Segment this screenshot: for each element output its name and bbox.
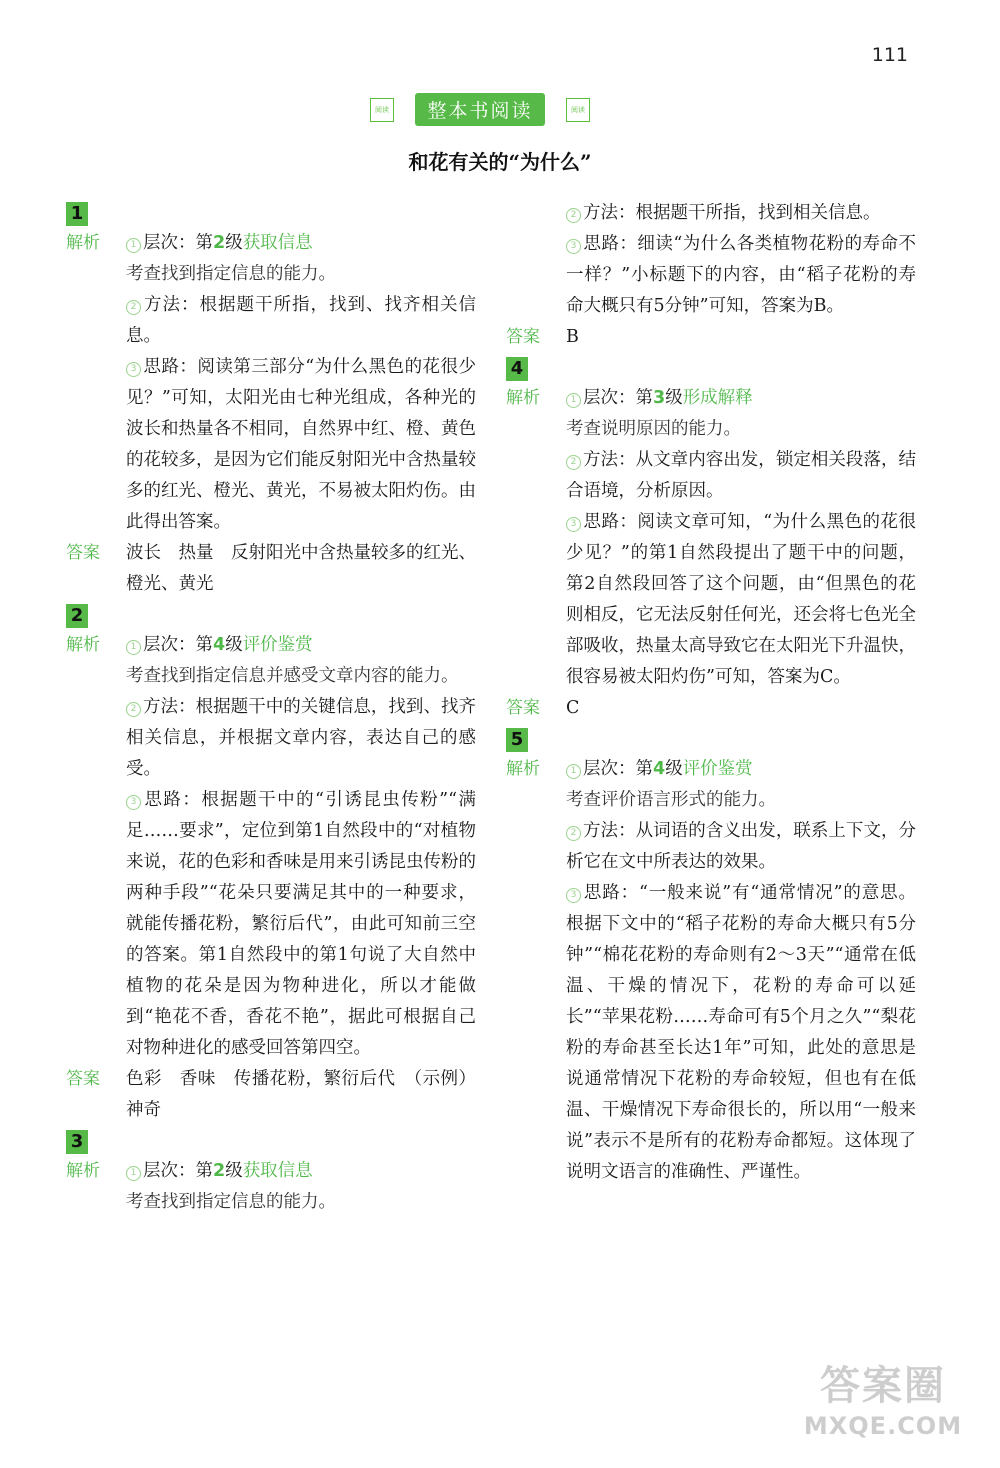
q3-thinking: [566, 229, 916, 322]
thinking-text: 根据题干中的“引诱昆虫传粉”“满足……要求”，定位到第1自然段中的“对植物来说，花的色彩和香味是用来引诱昆虫传粉的两种手段”“花朵只要满足其中的一种要求，就能传播花粉，繁衍后代”，由此可知前三空的答案。第1自然段中的第1句说了大自然中植物的花朵是因为物种进化，所以才能做到“艳花不香，香花不艳”，据此可根据自己对物种进化的感受回答第四空。: [126, 790, 476, 1058]
q3-description: 考查找到指定信息的能力。: [126, 1192, 336, 1212]
q3-analysis-continued: [506, 198, 916, 322]
q3-answer: [506, 322, 916, 353]
skill-name: 形成解释: [682, 388, 753, 408]
q4-answer-text: C: [566, 698, 580, 718]
analysis-label: 解析: [66, 635, 100, 655]
watermark-url: MXQE.COM: [803, 1412, 963, 1440]
q1-analysis: [66, 228, 476, 538]
q3-answer-text: B: [566, 327, 579, 347]
level-key: 层次：: [143, 635, 196, 655]
skill-name: 评价鉴赏: [242, 635, 313, 655]
question-number-2: 2: [66, 604, 88, 628]
thinking-circle-icon: 3: [126, 795, 141, 810]
answer-label: 答案: [66, 1069, 100, 1089]
answer-label: 答案: [66, 543, 100, 563]
method-text: 根据题干中的关键信息，找到、找齐相关信息，并根据文章内容，表达自己的感受。: [126, 697, 477, 779]
question-number-5: 5: [506, 728, 528, 752]
q2-method: [126, 692, 476, 785]
level-circle-icon: 1: [566, 764, 581, 779]
level-key: 层次：: [143, 1161, 196, 1181]
level-number: 2: [213, 233, 226, 253]
level-circle-icon: 1: [126, 1166, 141, 1181]
question-number-3: 3: [66, 1130, 88, 1154]
q3-method: [566, 198, 916, 229]
question-number-4: 4: [506, 357, 528, 381]
q5-method: [566, 816, 916, 878]
q4-thinking: [566, 507, 916, 693]
level-suffix: 级: [665, 759, 683, 779]
method-circle-icon: 2: [566, 208, 581, 223]
thinking-key: 思路：: [143, 790, 202, 810]
q1-method: [126, 290, 476, 352]
q2-analysis: [66, 630, 476, 1064]
thinking-key: 思路：: [583, 512, 638, 532]
right-column: [506, 198, 916, 1188]
answer-label: 答案: [506, 327, 540, 347]
banner-title: 整本书阅读: [415, 93, 544, 126]
watermark-logo-text: 答案圈: [820, 1363, 946, 1409]
thinking-text: 阅读第三部分“为什么黑色的花很少见？”可知，太阳光由七种光组成，各种光的波长和热量各不相同，自然界中红、橙、黄色的花较多，是因为它们能反射阳光中含热量较多的红光、橙光、黄光，不易被太阳灼伤。由此得出答案。: [126, 357, 476, 532]
method-circle-icon: 2: [126, 702, 141, 717]
q2-answer: [66, 1064, 476, 1126]
skill-name: 获取信息: [242, 233, 313, 253]
analysis-label: 解析: [66, 1161, 100, 1181]
level-number: 2: [213, 1161, 226, 1181]
thinking-circle-icon: 3: [566, 239, 581, 254]
thinking-key: 思路：: [583, 234, 638, 254]
level-circle-icon: 1: [566, 393, 581, 408]
method-text: 根据题干所指，找到相关信息。: [635, 203, 881, 223]
thinking-key: 思路：: [583, 883, 639, 903]
analysis-label: 解析: [506, 388, 540, 408]
level-circle-icon: 1: [126, 640, 141, 655]
thinking-circle-icon: 3: [566, 888, 581, 903]
level-number: 4: [653, 759, 666, 779]
method-key: 方法：: [583, 450, 636, 470]
banner-tag-left: 阅读: [370, 98, 394, 122]
level-number: 3: [653, 388, 666, 408]
q2-answer-text: 色彩 香味 传播花粉，繁衍后代 （示例）神奇: [126, 1069, 476, 1120]
thinking-circle-icon: 3: [566, 517, 581, 532]
skill-name: 获取信息: [242, 1161, 313, 1181]
method-key: 方法：: [143, 295, 200, 315]
q1-answer-text: 波长 热量 反射阳光中含热量较多的红光、橙光、黄光: [126, 543, 476, 594]
q4-method: [566, 445, 916, 507]
thinking-circle-icon: 3: [126, 362, 141, 377]
q5-level: [566, 754, 916, 785]
q1-thinking: [126, 352, 476, 538]
q3-level: [126, 1156, 476, 1187]
q3-analysis: [66, 1156, 476, 1218]
method-circle-icon: 2: [126, 300, 141, 315]
banner-tag-right: 阅读: [566, 98, 590, 122]
section-banner: [370, 94, 590, 124]
level-key: 层次：: [583, 388, 636, 408]
method-text: 从文章内容出发，锁定相关段落，结合语境，分析原因。: [566, 450, 917, 501]
q5-analysis: [506, 754, 916, 1188]
q2-description: 考查找到指定信息并感受文章内容的能力。: [126, 666, 459, 686]
thinking-key: 思路：: [143, 357, 198, 377]
method-key: 方法：: [583, 203, 636, 223]
document-title: 和花有关的“为什么”: [408, 150, 592, 174]
thinking-text: 细读“为什么各类植物花粉的寿命不一样？”小标题下的内容，由“稻子花粉的寿命大概只有5分钟”可知，答案为B。: [566, 234, 916, 316]
skill-name: 评价鉴赏: [682, 759, 753, 779]
level-number: 4: [213, 635, 226, 655]
level-prefix: 第: [195, 635, 213, 655]
q2-level: [126, 630, 476, 661]
thinking-text: “一般来说”有“通常情况”的意思。根据下文中的“稻子花粉的寿命大概只有5分钟”“棉花花粉的寿命则有2～3天”“通常在低温、干燥的情况下，花粉的寿命可以延长”“苹果花粉……寿命可有5个月之久”“梨花粉的寿命甚至长达1年”可知，此处的意思是说通常情况下花粉的寿命较短，但也有在低温、干燥情况下寿命很长的，所以用“一般来说”表示不是所有的花粉寿命都短。这体现了说明文语言的准确性、严谨性。: [566, 883, 917, 1182]
q4-analysis: [506, 383, 916, 693]
method-circle-icon: 2: [566, 826, 581, 841]
level-suffix: 级: [665, 388, 683, 408]
q4-description: 考查说明原因的能力。: [566, 419, 741, 439]
level-prefix: 第: [195, 233, 213, 253]
q1-answer: [66, 538, 476, 600]
analysis-label: 解析: [66, 233, 100, 253]
level-prefix: 第: [195, 1161, 213, 1181]
level-circle-icon: 1: [126, 238, 141, 253]
level-suffix: 级: [225, 1161, 243, 1181]
q1-description: 考查找到指定信息的能力。: [126, 264, 336, 284]
q1-level: [126, 228, 476, 259]
page-number: 111: [871, 44, 908, 66]
analysis-label: 解析: [506, 759, 540, 779]
question-number-1: 1: [66, 202, 88, 226]
level-prefix: 第: [635, 759, 653, 779]
q5-thinking: [566, 878, 916, 1188]
level-suffix: 级: [225, 635, 243, 655]
level-suffix: 级: [225, 233, 243, 253]
level-prefix: 第: [635, 388, 653, 408]
q2-thinking: [126, 785, 476, 1064]
level-key: 层次：: [583, 759, 636, 779]
thinking-text: 阅读文章可知，“为什么黑色的花很少见？”的第1自然段提出了题干中的问题，第2自然段回答了这个问题，由“但黑色的花则相反，它无法反射任何光，还会将七色光全部吸收，热量太高导致它在太阳光下升温快，很容易被太阳灼伤”可知，答案为C。: [566, 512, 916, 687]
watermark-logo: [790, 1360, 976, 1456]
method-circle-icon: 2: [566, 455, 581, 470]
q4-answer: [506, 693, 916, 724]
answer-label: 答案: [506, 698, 540, 718]
left-column: [66, 198, 476, 1218]
q5-description: 考查评价语言形式的能力。: [566, 790, 776, 810]
level-key: 层次：: [143, 233, 196, 253]
method-text: 从词语的含义出发，联系上下文，分析它在文中所表达的效果。: [566, 821, 917, 872]
q4-level: [566, 383, 916, 414]
method-text: 根据题干所指，找到、找齐相关信息。: [126, 295, 476, 346]
method-key: 方法：: [583, 821, 636, 841]
method-key: 方法：: [143, 697, 196, 717]
